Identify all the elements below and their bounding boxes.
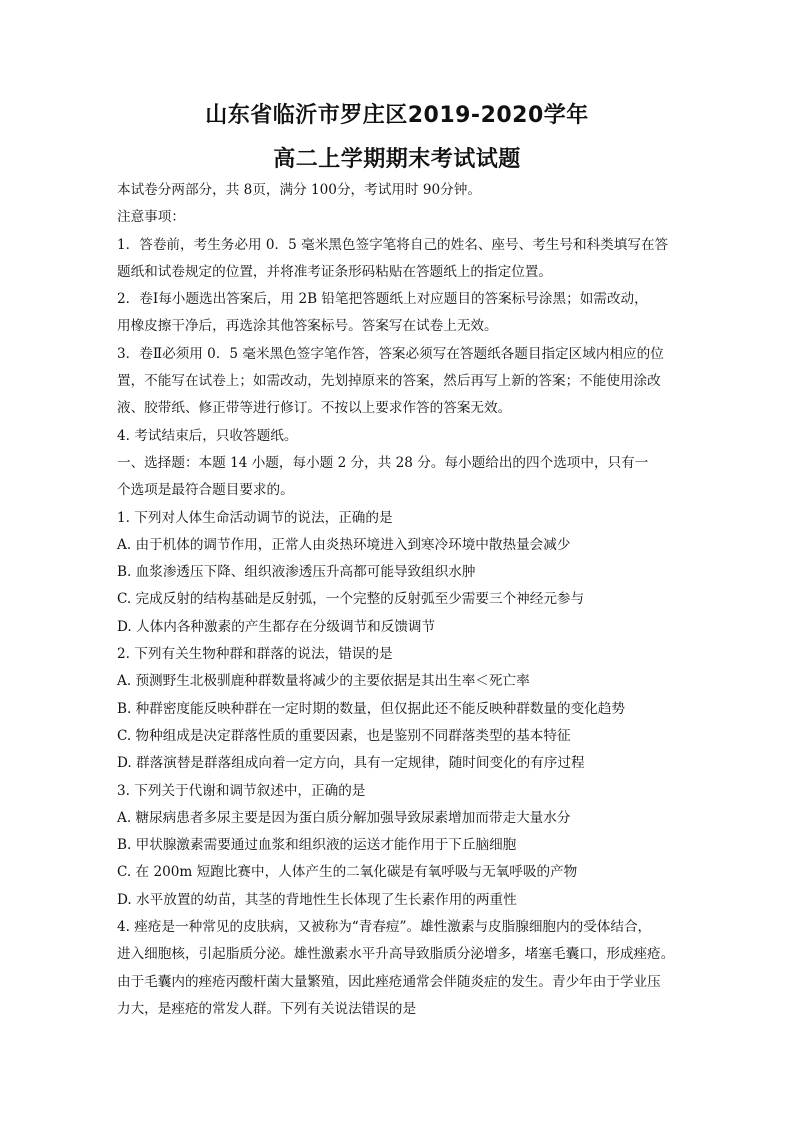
notice-line: 用橡皮擦干净后，再选涂其他答案标号。答案写在试卷上无效。 [117, 318, 498, 335]
exam-title-line2: 高二上学期期末考试试题 [273, 147, 521, 172]
question-4 [117, 914, 677, 1023]
question-stem: 2. 下列有关生物种群和群落的说法，错误的是 [117, 646, 393, 663]
section-line: 一、选择题：本题 14 小题，每小题 2 分，共 28 分。每小题给出的四个选项中，只有一 [117, 454, 649, 471]
option-d: D. 群落演替是群落组成向着一定方向，具有一定规律，随时间变化的有序过程 [117, 755, 585, 772]
option-a: A. 糖尿病患者多尿主要是因为蛋白质分解加强导致尿素增加而带走大量水分 [117, 809, 571, 826]
question-stem-line: 进入细胞核，引起脂质分泌。雄性激素水平升高导致脂质分泌增多，堵塞毛囊口，形成痤疮。 [117, 946, 675, 963]
notice-item [117, 286, 677, 341]
option-d: D. 水平放置的幼苗，其茎的背地性生长体现了生长素作用的两重性 [117, 891, 517, 908]
notice-line: 题纸和试卷规定的位置，并将准考证条形码粘贴在答题纸上的指定位置。 [117, 263, 552, 280]
question-stem-line: 由于毛囊内的痤疮丙酸杆菌大量繁殖，因此痤疮通常会伴随炎症的发生。青少年由于学业压 [117, 973, 661, 990]
section-heading [117, 450, 677, 505]
notice-line: 1．答卷前，考生务必用 0．5 毫米黑色签字笔将自己的姓名、座号、考生号和科类填写在答 [117, 236, 669, 253]
question-stem: 3. 下列关于代谢和调节叙述中，正确的是 [117, 782, 366, 799]
option-a: A. 由于机体的调节作用，正常人由炎热环境进入到寒冷环境中散热量会减少 [117, 536, 571, 553]
option-b: B. 甲状腺激素需要通过血浆和组织液的运送才能作用于下丘脑细胞 [117, 837, 517, 854]
option-c: C. 物种组成是决定群落性质的重要因素，也是鉴别不同群落类型的基本特征 [117, 727, 571, 744]
option-a: A. 预测野生北极驯鹿种群数量将减少的主要依据是其出生率＜死亡率 [117, 673, 530, 690]
question-1 [117, 505, 677, 641]
notice-item [117, 341, 677, 423]
notice-line: 4. 考试结束后，只收答题纸。 [117, 427, 298, 444]
notice-line: 3．卷Ⅱ必须用 0．5 毫米黑色签字笔作答，答案必须写在答题纸各题目指定区域内相应的位 [117, 345, 664, 362]
question-stem-line: 4. 痤疮是一种常见的皮肤病，又被称为“青春痘”。雄性激素与皮脂腺细胞内的受体结合， [117, 919, 652, 936]
notice-line: 置，不能写在试卷上；如需改动，先划掉原来的答案，然后再写上新的答案；不能使用涂改 [117, 373, 661, 390]
option-c: C. 在 200m 短跑比赛中，人体产生的二氧化碳是有氧呼吸与无氧呼吸的产物 [117, 864, 578, 881]
section-line: 个选项是最符合题目要求的。 [117, 482, 294, 499]
option-c: C. 完成反射的结构基础是反射弧，一个完整的反射弧至少需要三个神经元参与 [117, 591, 585, 608]
option-b: B. 血浆渗透压下降、组织液渗透压升高都可能导致组织水肿 [117, 564, 476, 581]
exam-body [117, 177, 677, 1023]
notice-item [117, 423, 677, 450]
notice-item [117, 232, 677, 287]
notice-heading: 注意事项： [117, 209, 185, 226]
notice-line: 2．卷Ⅰ每小题选出答案后，用 2B 铅笔把答题纸上对应题目的答案标号涂黑；如需改动， [117, 291, 648, 308]
option-d: D. 人体内各种激素的产生都存在分级调节和反馈调节 [117, 618, 436, 635]
question-2 [117, 641, 677, 777]
exam-intro: 本试卷分两部分，共 8页，满分 100分，考试用时 90分钟。 [117, 182, 481, 198]
notice-line: 液、胶带纸、修正带等进行修订。不按以上要求作答的答案无效。 [117, 400, 512, 417]
question-stem: 1. 下列对人体生命活动调节的说法，正确的是 [117, 509, 393, 526]
question-3 [117, 778, 677, 914]
exam-title-line1: 山东省临沂市罗庄区2019-2020学年 [205, 103, 589, 128]
question-stem-line: 力大，是痤疮的常发人群。下列有关说法错误的是 [117, 1000, 417, 1017]
option-b: B. 种群密度能反映种群在一定时期的数量，但仅据此还不能反映种群数量的变化趋势 [117, 700, 626, 717]
